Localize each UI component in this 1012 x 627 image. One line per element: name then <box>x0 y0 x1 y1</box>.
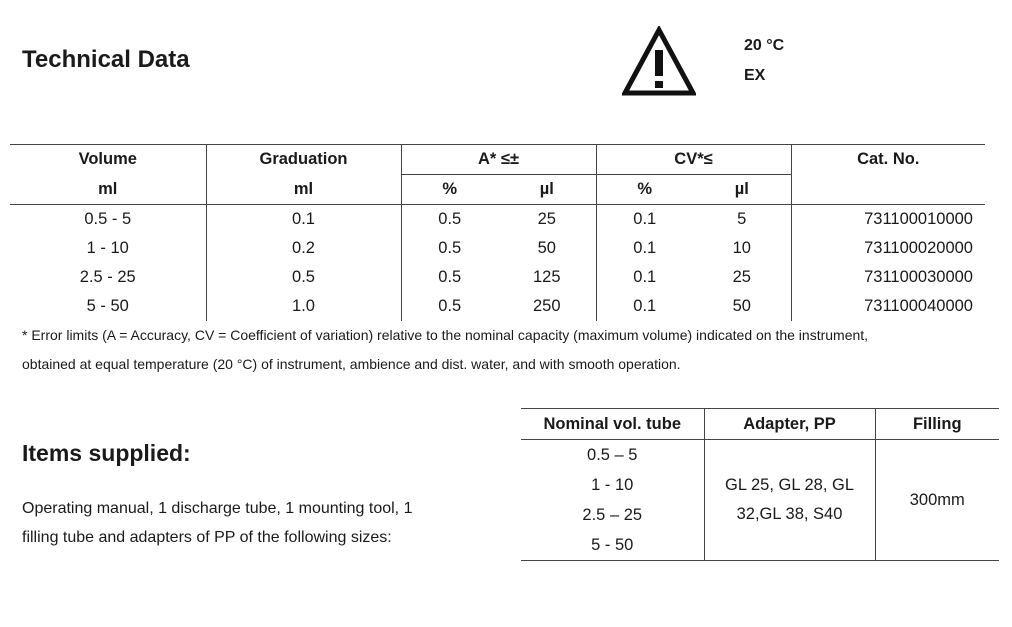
cell-cv-ul: 25 <box>732 268 751 286</box>
header-volume: Volume <box>10 145 206 175</box>
header-graduation-unit: ml <box>206 175 401 205</box>
header-graduation: Graduation <box>206 145 401 175</box>
cell-filling: 300mm <box>875 440 999 561</box>
footnote-line-1: * Error limits (A = Accuracy, CV = Coefficient of variation) relative to the nominal capacity (maximum volume) indicated on the instrument, <box>22 327 869 343</box>
cell-graduation: 0.5 <box>206 263 401 292</box>
cell-cat-no: 731100010000 <box>791 205 985 235</box>
header-filling: Filling <box>875 409 999 440</box>
table-header-row <box>10 145 985 175</box>
cell-a-pct: 0.5 <box>401 205 498 235</box>
cell-cat-no: 731100020000 <box>791 234 985 263</box>
header-accuracy-ul: µl <box>498 175 596 205</box>
calibration-label: EX <box>744 67 766 84</box>
adapter-table <box>521 408 999 561</box>
cell-cv-pct: 0.1 <box>596 205 693 235</box>
cell-a-pct: 0.5 <box>401 263 498 292</box>
header-cat-no: Cat. No. <box>791 145 985 175</box>
items-supplied-text-line-1: Operating manual, 1 discharge tube, 1 mounting tool, 1 <box>22 500 413 517</box>
header-nominal-vol-tube: Nominal vol. tube <box>521 409 704 440</box>
cell-cv-pct: 0.1 <box>596 234 693 263</box>
cell-tube: 5 - 50 <box>521 530 704 561</box>
cell-tube: 2.5 – 25 <box>582 505 643 524</box>
footnote-line-2: obtained at equal temperature (20 °C) of instrument, ambience and dist. water, and with smooth operation. <box>22 356 681 372</box>
adapter-header-row <box>521 409 999 440</box>
items-supplied-title: Items supplied: <box>22 440 191 466</box>
cell-tube: 0.5 – 5 <box>587 445 638 464</box>
header-cv-pct: % <box>596 175 693 205</box>
table-row <box>10 263 985 292</box>
cell-adapter <box>704 440 875 561</box>
table-row <box>10 292 985 321</box>
cell-cv-ul: 5 <box>737 210 747 228</box>
cell-cv-pct: 0.1 <box>596 292 693 321</box>
cell-cat-no: 731100030000 <box>791 263 985 292</box>
table-subheader-row <box>10 175 985 205</box>
header-accuracy-pct: % <box>401 175 498 205</box>
cell-volume: 0.5 - 5 <box>84 210 132 228</box>
cell-cv-pct: 0.1 <box>596 263 693 292</box>
technical-data-table <box>10 144 985 321</box>
cell-cv-ul: 10 <box>732 239 751 257</box>
adapter-line-2: 32,GL 38, S40 <box>736 505 843 523</box>
table-row <box>10 205 985 235</box>
cell-cat-no: 731100040000 <box>791 292 985 321</box>
table-row <box>521 440 999 471</box>
header-adapter: Adapter, PP <box>704 409 875 440</box>
cell-graduation: 1.0 <box>206 292 401 321</box>
cell-a-ul: 25 <box>537 210 556 228</box>
adapter-line-1: GL 25, GL 28, GL <box>724 476 855 494</box>
header-cv-ul: µl <box>693 175 791 205</box>
cell-volume: 2.5 - 25 <box>79 268 136 286</box>
header-cv: CV*≤ <box>596 145 791 175</box>
temperature-label: 20 °C <box>744 37 785 54</box>
cell-cv-ul: 50 <box>732 297 751 315</box>
cell-volume: 1 - 10 <box>86 239 129 257</box>
cell-graduation: 0.2 <box>206 234 401 263</box>
items-supplied-text-line-2: filling tube and adapters of PP of the following sizes: <box>22 529 392 546</box>
cell-tube: 1 - 10 <box>591 475 634 494</box>
header-accuracy: A* ≤± <box>401 145 596 175</box>
header-volume-unit: ml <box>10 175 206 205</box>
table-row <box>10 234 985 263</box>
cell-a-ul: 50 <box>537 239 556 257</box>
cell-a-ul: 125 <box>532 268 561 286</box>
page-title: Technical Data <box>22 46 190 73</box>
cell-a-pct: 0.5 <box>401 234 498 263</box>
cell-volume: 5 - 50 <box>86 297 129 315</box>
cell-a-ul: 250 <box>532 297 561 315</box>
warning-triangle-icon <box>622 26 696 96</box>
cell-a-pct: 0.5 <box>401 292 498 321</box>
cell-graduation: 0.1 <box>206 205 401 235</box>
